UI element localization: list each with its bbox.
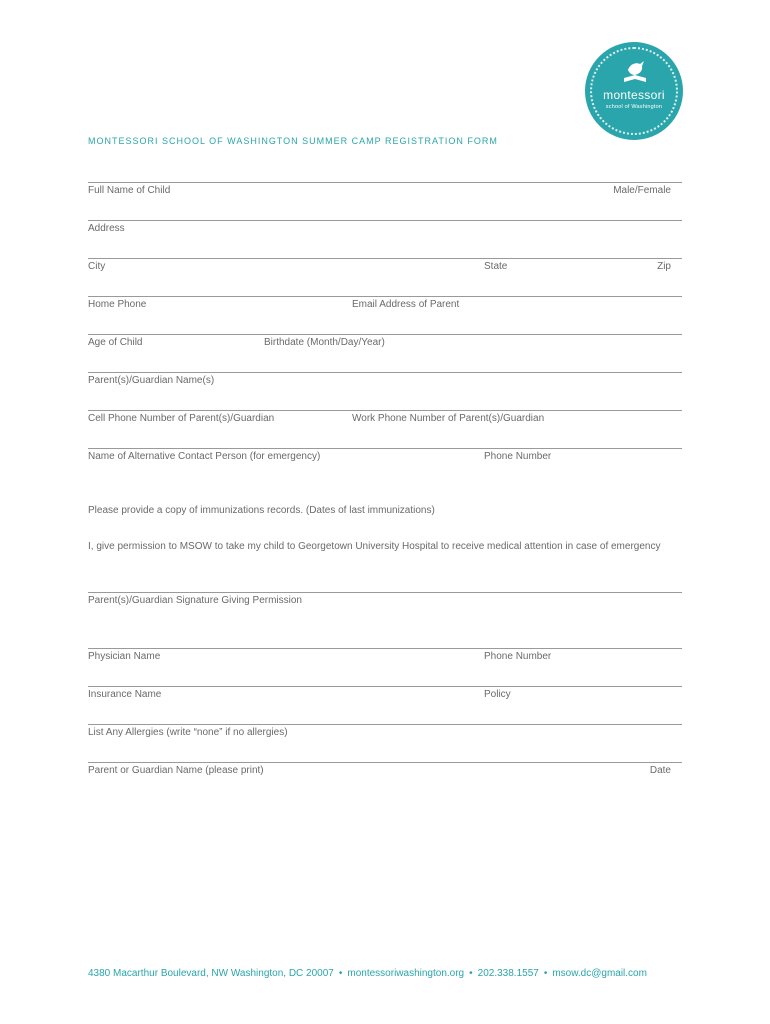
label-home-phone: Home Phone — [88, 299, 147, 310]
footer-address: 4380 Macarthur Boulevard, NW Washington, DC 20007 — [88, 968, 334, 979]
footer-separator: • — [543, 968, 548, 979]
immunizations-note: Please provide a copy of immunizations records. (Dates of last immunizations) — [88, 505, 435, 516]
label-email: Email Address of Parent — [352, 299, 460, 310]
label-zip: Zip — [657, 261, 671, 272]
label-physician-phone: Phone Number — [484, 651, 552, 662]
field-line-city[interactable] — [88, 258, 682, 259]
label-policy: Policy — [484, 689, 511, 700]
field-line-cell-phone[interactable] — [88, 410, 682, 411]
label-state: State — [484, 261, 508, 272]
field-line-guardian-names[interactable] — [88, 372, 682, 373]
footer-website[interactable]: montessoriwashington.org — [347, 968, 465, 979]
label-guardian-print: Parent or Guardian Name (please print) — [88, 765, 264, 776]
label-full-name: Full Name of Child — [88, 185, 171, 196]
footer-phone: 202.338.1557 — [477, 968, 539, 979]
footer-separator: • — [469, 968, 473, 979]
field-line-full-name[interactable] — [88, 182, 682, 183]
logo-subtitle: school of Washington — [605, 104, 663, 110]
field-line-age[interactable] — [88, 334, 682, 335]
label-alt-contact: Name of Alternative Contact Person (for emergency) — [88, 451, 321, 462]
label-alt-phone: Phone Number — [484, 451, 552, 462]
label-allergies: List Any Allergies (write “none” if no allergies) — [88, 727, 288, 738]
field-line-signature[interactable] — [88, 592, 682, 593]
label-address: Address — [88, 223, 125, 234]
field-line-alt-contact[interactable] — [88, 448, 682, 449]
permission-statement: I, give permission to MSOW to take my child to Georgetown University Hospital to receive medical attention in case of emergency — [88, 541, 661, 552]
label-work-phone: Work Phone Number of Parent(s)/Guardian — [352, 413, 545, 424]
label-signature: Parent(s)/Guardian Signature Giving Permission — [88, 595, 302, 606]
logo-name: montessori — [603, 88, 665, 102]
school-logo — [585, 42, 683, 140]
field-line-home-phone[interactable] — [88, 296, 682, 297]
field-line-physician[interactable] — [88, 648, 682, 649]
footer-separator: • — [338, 968, 343, 979]
label-gender: Male/Female — [613, 185, 671, 196]
form-title: MONTESSORI SCHOOL OF WASHINGTON SUMMER CAMP REGISTRATION FORM — [88, 136, 498, 146]
label-physician: Physician Name — [88, 651, 161, 662]
field-line-insurance[interactable] — [88, 686, 682, 687]
field-line-allergies[interactable] — [88, 724, 682, 725]
field-line-address[interactable] — [88, 220, 682, 221]
label-birthdate: Birthdate (Month/Day/Year) — [264, 337, 385, 348]
footer — [88, 968, 647, 979]
label-cell-phone: Cell Phone Number of Parent(s)/Guardian — [88, 413, 275, 424]
footer-email[interactable]: msow.dc@gmail.com — [552, 968, 647, 979]
label-city: City — [88, 261, 106, 272]
label-insurance: Insurance Name — [88, 689, 162, 700]
label-guardian-names: Parent(s)/Guardian Name(s) — [88, 375, 215, 386]
field-line-guardian-print[interactable] — [88, 762, 682, 763]
label-age: Age of Child — [88, 337, 143, 348]
label-date: Date — [649, 765, 671, 776]
bird-on-book-icon — [620, 56, 650, 86]
